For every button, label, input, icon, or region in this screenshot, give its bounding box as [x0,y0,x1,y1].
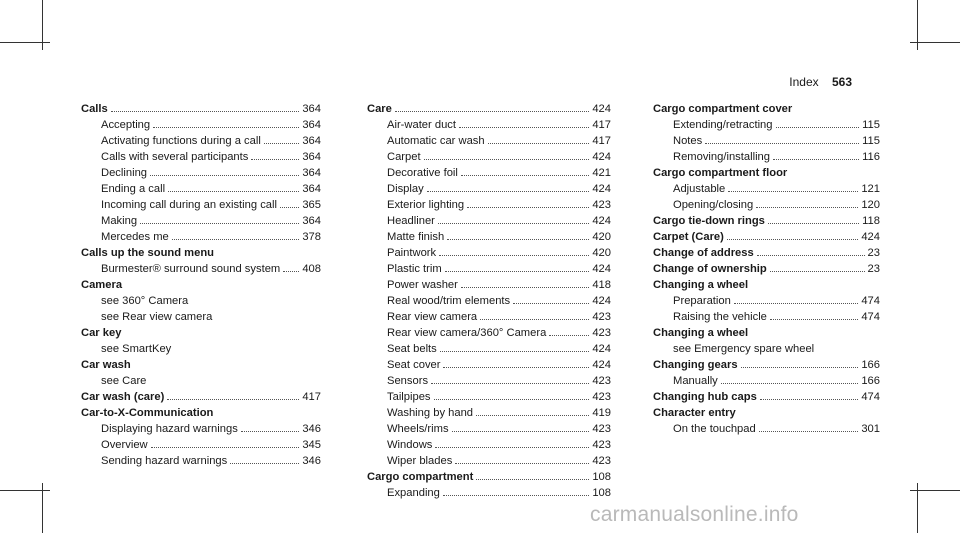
page-ref[interactable]: 118 [862,215,880,227]
entry-text: Seat belts [387,343,437,355]
dot-leader [513,303,589,304]
dot-leader [438,223,589,224]
entry-text: Accepting [101,119,151,131]
dot-leader [230,463,299,464]
dot-leader [153,127,299,128]
dot-leader [151,447,300,448]
page-ref[interactable]: 421 [592,167,611,179]
dot-leader [241,431,300,432]
index-subentry [653,149,880,165]
page-ref[interactable]: 424 [592,359,611,371]
index-subentry [653,421,880,437]
entry-text: Preparation [673,295,731,307]
index-term [367,469,611,485]
dot-leader [434,399,590,400]
page-ref[interactable]: 364 [302,135,321,147]
index-term [81,357,321,373]
index-subentry [81,261,321,277]
entry-text: Display [387,183,424,195]
index-term [367,101,611,117]
page-ref[interactable]: 378 [302,231,321,243]
index-subentry [367,485,611,501]
entry-text: Windows [387,439,433,451]
entry-text: Calls with several participants [101,151,249,163]
entry-text: Changing gears [653,359,738,371]
watermark: carmanualsonline.info [590,503,799,526]
entry-text: Cargo tie-down rings [653,215,765,227]
entry-text: Cargo compartment [367,471,474,483]
index-subentry [367,133,611,149]
index-column-2 [367,101,611,501]
crop-mark [910,490,960,491]
page-ref[interactable]: 424 [592,151,611,163]
page-ref[interactable]: 364 [302,119,321,131]
entry-text: Car-to-X-Communication [81,407,214,419]
index-subentry [81,133,321,149]
entry-text: Sensors [387,375,429,387]
page-ref[interactable]: 417 [592,119,611,131]
entry-text: Rear view camera [387,311,478,323]
entry-text: Notes [673,135,703,147]
index-term [653,101,880,117]
page-ref[interactable]: 115 [862,135,880,147]
entry-text: see Emergency spare wheel [673,343,815,355]
dot-leader [452,431,590,432]
dot-leader [756,207,858,208]
index-column-3 [653,101,880,437]
entry-text: Changing hub caps [653,391,757,403]
dot-leader [172,239,300,240]
dot-leader [476,479,589,480]
entry-text: Washing by hand [387,407,474,419]
page-ref[interactable]: 120 [861,199,880,211]
entry-text: Wheels/rims [387,423,449,435]
dot-leader [549,335,589,336]
dot-leader [445,271,590,272]
page-ref[interactable]: 408 [302,263,321,275]
index-term [653,165,880,181]
dot-leader [264,143,300,144]
entry-text: Headliner [387,215,435,227]
index-subentry [81,437,321,453]
index-subentry [653,133,880,149]
dot-leader [168,191,299,192]
page-ref[interactable]: 423 [592,455,611,467]
dot-leader [459,127,589,128]
dot-leader [443,495,589,496]
index-subentry [367,389,611,405]
index-subentry [367,341,611,357]
crop-mark [0,490,50,491]
index-term [81,325,321,341]
entry-text: Tailpipes [387,391,431,403]
entry-text: Raising the vehicle [673,311,767,323]
index-subentry [367,229,611,245]
page-ref[interactable]: 166 [861,359,880,371]
dot-leader [427,191,590,192]
entry-text: Wiper blades [387,455,453,467]
index-term [653,357,880,373]
page-ref[interactable]: 23 [867,263,880,275]
entry-text: Changing a wheel [653,327,749,339]
entry-text: Calls up the sound menu [81,247,215,259]
index-subentry [81,421,321,437]
page-ref[interactable]: 108 [592,487,611,499]
dot-leader [443,367,589,368]
page-ref[interactable]: 423 [592,327,611,339]
dot-leader [431,383,589,384]
page-ref[interactable]: 424 [592,263,611,275]
page-ref[interactable]: 423 [592,375,611,387]
page-ref[interactable]: 420 [592,231,611,243]
entry-text: Activating functions during a call [101,135,261,147]
dot-leader [435,447,589,448]
index-term [81,389,321,405]
page-ref[interactable]: 474 [861,311,880,323]
page-ref[interactable]: 115 [862,119,880,131]
dot-leader [167,399,299,400]
index-subentry [367,421,611,437]
entry-text: Removing/installing [673,151,771,163]
dot-leader [424,159,590,160]
dot-leader [447,239,589,240]
index-subentry [81,309,321,325]
entry-text: Manually [673,375,718,387]
entry-text: Matte finish [387,231,445,243]
dot-leader [757,255,865,256]
entry-text: Camera [81,279,123,291]
index-subentry [367,245,611,261]
index-subentry [653,117,880,133]
entry-text: Plastic trim [387,263,442,275]
index-subentry [653,181,880,197]
entry-text: Carpet (Care) [653,231,724,243]
page-ref[interactable]: 301 [861,423,880,435]
page-ref[interactable]: 423 [592,311,611,323]
page-ref[interactable]: 121 [861,183,880,195]
entry-text: Cargo compartment floor [653,167,788,179]
index-subentry [81,453,321,469]
page-ref[interactable]: 424 [861,231,880,243]
page-ref[interactable]: 364 [302,183,321,195]
dot-leader [439,255,589,256]
index-term [653,325,880,341]
index-subentry [81,181,321,197]
dot-leader [728,191,858,192]
page-ref[interactable]: 364 [302,215,321,227]
index-term [81,277,321,293]
page-ref[interactable]: 418 [592,279,611,291]
entry-text: Air-water duct [387,119,457,131]
index-subentry [653,309,880,325]
entry-text: Car key [81,327,122,339]
entry-text: On the touchpad [673,423,756,435]
dot-leader [760,399,859,400]
page-ref[interactable]: 419 [592,407,611,419]
dot-leader [111,111,300,112]
dot-leader [480,319,589,320]
entry-text: Cargo compartment cover [653,103,793,115]
dot-leader [705,143,859,144]
entry-text: Calls [81,103,108,115]
page-ref[interactable]: 420 [592,247,611,259]
page-header [789,75,852,89]
page-ref[interactable]: 345 [302,439,321,451]
index-term [653,277,880,293]
dot-leader [461,287,589,288]
dot-leader [150,175,299,176]
entry-text: Declining [101,167,148,179]
index-subentry [367,277,611,293]
index-subentry [367,149,611,165]
entry-text: Ending a call [101,183,166,195]
index-subentry [367,357,611,373]
index-term [653,389,880,405]
index-subentry [367,213,611,229]
dot-leader [467,207,589,208]
index-subentry [367,405,611,421]
dot-leader [741,367,859,368]
index-term [81,405,321,421]
entry-text: see 360° Camera [101,295,189,307]
entry-text: Power washer [387,279,458,291]
entry-text: Displaying hazard warnings [101,423,238,435]
dot-leader [776,127,860,128]
entry-text: Automatic car wash [387,135,485,147]
entry-text: Carpet [387,151,421,163]
entry-text: see Care [101,375,147,387]
dot-leader [773,159,859,160]
index-subentry [81,229,321,245]
index-column-1 [81,101,321,469]
entry-text: Change of address [653,247,754,259]
index-subentry [81,117,321,133]
page-ref[interactable]: 423 [592,391,611,403]
entry-text: see Rear view camera [101,311,213,323]
dot-leader [283,271,299,272]
page-ref[interactable]: 474 [861,391,880,403]
page-ref[interactable]: 424 [592,343,611,355]
entry-text: Expanding [387,487,440,499]
dot-leader [727,239,858,240]
index-subentry [367,453,611,469]
entry-text: Changing a wheel [653,279,749,291]
page-ref[interactable]: 417 [592,135,611,147]
index-subentry [367,309,611,325]
entry-text: Mercedes me [101,231,169,243]
dot-leader [770,319,858,320]
dot-leader [770,271,865,272]
dot-leader [476,415,589,416]
index-subentry [81,149,321,165]
entry-text: Real wood/trim elements [387,295,511,307]
dot-leader [721,383,859,384]
entry-text: Car wash (care) [81,391,165,403]
page-ref[interactable]: 116 [862,151,880,163]
page-ref[interactable]: 424 [592,183,611,195]
page-ref[interactable]: 166 [861,375,880,387]
page-ref[interactable]: 364 [302,151,321,163]
dot-leader [440,351,590,352]
page-ref[interactable]: 364 [302,103,321,115]
entry-text: Opening/closing [673,199,754,211]
entry-text: Rear view camera/360° Camera [387,327,547,339]
index-subentry [81,213,321,229]
index-subentry [367,437,611,453]
page-ref[interactable]: 23 [867,247,880,259]
index-subentry [367,165,611,181]
entry-text: see SmartKey [101,343,172,355]
index-term [81,101,321,117]
dot-leader [759,431,859,432]
page-ref[interactable]: 424 [592,103,611,115]
entry-text: Overview [101,439,148,451]
page-number: 563 [831,75,852,89]
entry-text: Care [367,103,392,115]
index-subentry [81,165,321,181]
index-term [81,245,321,261]
index-subentry [367,197,611,213]
dot-leader [251,159,299,160]
index-subentry [653,197,880,213]
index-subentry [367,293,611,309]
index-subentry [367,325,611,341]
index-term [653,261,880,277]
entry-text: Change of ownership [653,263,767,275]
index-term [653,213,880,229]
entry-text: Making [101,215,138,227]
index-subentry [81,293,321,309]
dot-leader [488,143,590,144]
page-ref[interactable]: 423 [592,439,611,451]
page-ref[interactable]: 417 [302,391,321,403]
dot-leader [455,463,589,464]
dot-leader [280,207,299,208]
entry-text: Decorative foil [387,167,458,179]
index-subentry [81,341,321,357]
index-subentry [367,261,611,277]
index-subentry [81,373,321,389]
entry-text: Sending hazard warnings [101,455,228,467]
page-ref[interactable]: 346 [302,455,321,467]
index-subentry [653,293,880,309]
page-ref[interactable]: 364 [302,167,321,179]
entry-text: Extending/retracting [673,119,773,131]
dot-leader [461,175,589,176]
entry-text: Incoming call during an existing call [101,199,277,211]
crop-mark [910,42,960,43]
dot-leader [768,223,859,224]
index-subentry [367,117,611,133]
crop-mark [0,42,50,43]
section-label: Index [789,75,819,89]
dot-leader [734,303,858,304]
dot-leader [395,111,589,112]
entry-text: Car wash [81,359,131,371]
entry-text: Character entry [653,407,736,419]
index-term [653,405,880,421]
index-term [653,229,880,245]
index-subentry [81,197,321,213]
page-ref[interactable]: 423 [592,423,611,435]
page-ref[interactable]: 424 [592,215,611,227]
page-ref[interactable]: 365 [302,199,321,211]
page-ref[interactable]: 346 [302,423,321,435]
entry-text: Adjustable [673,183,726,195]
index-subentry [367,373,611,389]
dot-leader [140,223,299,224]
page-ref[interactable]: 423 [592,199,611,211]
index-subentry [367,181,611,197]
page-ref[interactable]: 474 [861,295,880,307]
entry-text: Exterior lighting [387,199,465,211]
index-subentry [653,341,880,357]
index-subentry [653,373,880,389]
entry-text: Paintwork [387,247,437,259]
entry-text: Burmester® surround sound system [101,263,281,275]
page-ref[interactable]: 424 [592,295,611,307]
entry-text: Seat cover [387,359,441,371]
page-ref[interactable]: 108 [592,471,611,483]
index-term [653,245,880,261]
